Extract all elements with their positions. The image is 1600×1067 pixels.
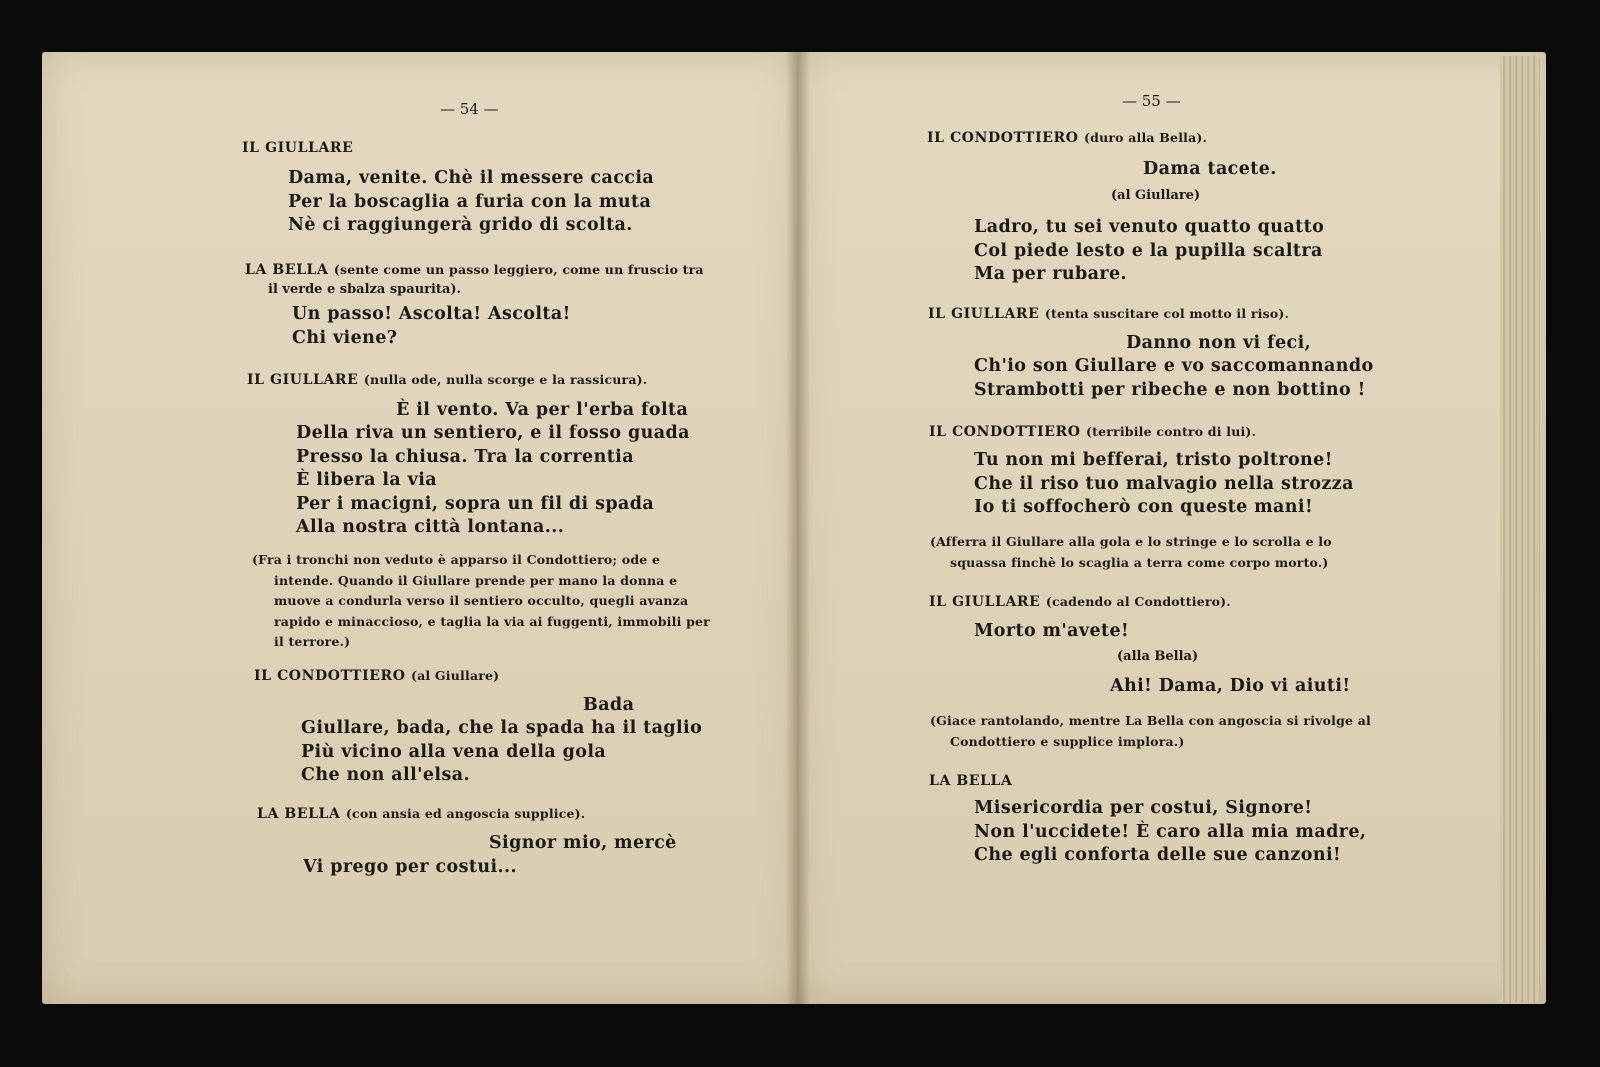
stage-direction-inline: (nulla ode, nulla scorge e la rassicura). — [363, 372, 648, 387]
speaker-label: LA BELLA (con ansia ed angoscia supplice). — [257, 806, 586, 822]
speaker-label: IL CONDOTTIERO (al Giullare) — [254, 668, 500, 684]
stage-direction-inline: (sente come un passo leggiero, come un fruscio tra — [333, 262, 704, 277]
verse-line: Bada — [583, 695, 635, 715]
speaker-label: IL CONDOTTIERO (terribile contro di lui). — [929, 424, 1257, 440]
verse-line: Ahi! Dama, Dio vi aiuti! — [1110, 676, 1351, 696]
speaker-label: LA BELLA (sente come un passo leggiero, come un fruscio tra — [245, 262, 704, 278]
stage-direction-inline: il verde e sbalza spaurita). — [268, 282, 462, 297]
verse-block: Ch'io son Giullare e vo saccomannando Strambotti per ribeche e non bottino ! — [974, 356, 1374, 400]
verse-line: Vi prego per costui... — [303, 857, 517, 877]
stage-direction-inline: (al Giullare) — [1111, 188, 1201, 203]
verse-line: Morto m'avete! — [974, 621, 1130, 641]
speaker-label: IL GIULLARE — [242, 140, 354, 156]
speaker-label: IL GIULLARE (tenta suscitare col motto il riso). — [928, 306, 1290, 322]
page-stack-right — [1500, 56, 1540, 1002]
page-number-right: — 55 — — [1122, 92, 1181, 110]
verse-block: Ladro, tu sei venuto quatto quatto Col piede lesto e la pupilla scaltra Ma per rubare. — [974, 217, 1325, 284]
verse-block: Misericordia per costui, Signore! Non l'uccidete! È caro alla mia madre, Che egli conforta delle sue canzoni! — [974, 798, 1367, 865]
stage-direction-inline: (duro alla Bella). — [1084, 130, 1208, 145]
verse-line: È il vento. Va per l'erba folta — [396, 400, 689, 420]
stage-direction-block: (Fra i tronchi non veduto è apparso il Condottiero; ode e intende. Quando il Giullare prende per mano la donna e muove a condurla verso il sentiero occulto, quegli avanza rapido e minaccioso, e taglia la via ai fuggenti, immobili per il terrore.) — [252, 552, 710, 649]
speaker-label: IL CONDOTTIERO (duro alla Bella). — [927, 130, 1208, 146]
stage-direction-inline: (tenta suscitare col motto il riso). — [1044, 306, 1290, 321]
stage-direction-inline: (cadendo al Condottiero). — [1045, 594, 1231, 609]
book-gutter — [786, 52, 810, 1004]
stage-direction-inline: (al Giullare) — [411, 668, 500, 683]
verse-block: Giullare, bada, che la spada ha il taglio Più vicino alla vena della gola Che non all'elsa. — [301, 718, 703, 785]
speaker-label: IL GIULLARE (cadendo al Condottiero). — [929, 594, 1231, 610]
verse-line: Danno non vi feci, — [1126, 333, 1312, 353]
stage-direction-inline: (terribile contro di lui). — [1086, 424, 1257, 439]
stage-direction-inline: (con ansia ed angoscia supplice). — [345, 806, 586, 821]
page-number-left: — 54 — — [440, 100, 499, 118]
verse-block: Dama, venite. Chè il messere caccia Per la boscaglia a furia con la muta Nè ci raggiungerà grido di scolta. — [288, 168, 655, 235]
verse-line: Signor mio, mercè — [489, 833, 677, 853]
verse-block: Un passo! Ascolta! Ascolta! Chi viene? — [292, 304, 571, 348]
stage-direction-block: (Giace rantolando, mentre La Bella con angoscia si rivolge al Condottiero e supplice implora.) — [930, 713, 1372, 749]
stage-direction-block: (Afferra il Giullare alla gola e lo stringe e lo scrolla e lo squassa finchè lo scaglia a terra come corpo morto.) — [930, 534, 1332, 570]
verse-line: Dama tacete. — [1143, 159, 1277, 179]
speaker-label: LA BELLA — [929, 773, 1013, 789]
stage-direction-inline: (alla Bella) — [1117, 649, 1199, 664]
speaker-label: IL GIULLARE (nulla ode, nulla scorge e la rassicura). — [247, 372, 648, 388]
verse-block: Della riva un sentiero, e il fosso guada Presso la chiusa. Tra la correntia È libera la via Per i macigni, sopra un fil di spada Alla nostra città lontana... — [296, 423, 690, 537]
verse-block: Tu non mi befferai, tristo poltrone! Che il riso tuo malvagio nella strozza Io ti soffocherò con queste mani! — [974, 450, 1354, 517]
